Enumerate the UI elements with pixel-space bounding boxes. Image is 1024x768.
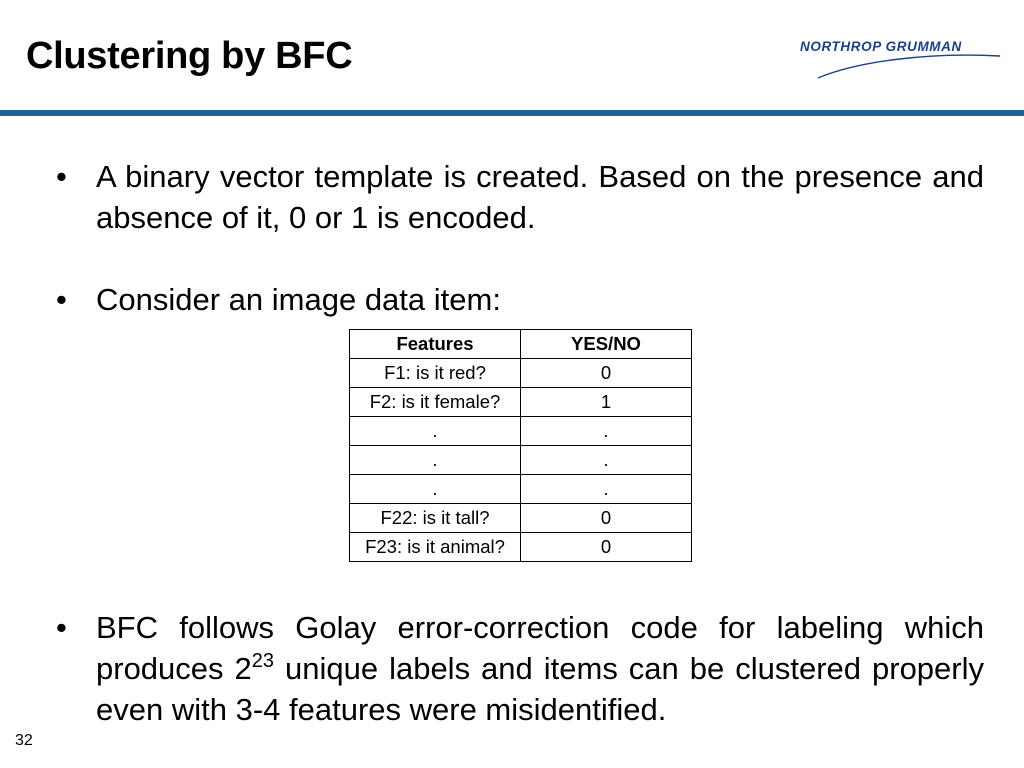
exponent: 23: [251, 650, 275, 672]
value-cell: .: [521, 446, 692, 475]
table-row: [350, 359, 692, 388]
feature-cell: F22: is it tall?: [350, 504, 521, 533]
table-row: [350, 388, 692, 417]
value-cell: 0: [521, 359, 692, 388]
table-row: [350, 533, 692, 562]
bullet-text-start: BFC follows Golay error-correction code for labeling which produces 2: [96, 610, 984, 686]
northrop-grumman-logo: [796, 36, 1002, 82]
bullet-dot-icon: •: [56, 159, 67, 194]
value-cell: .: [521, 417, 692, 446]
bullet-text-end: unique labels and items can be clustered properly even with 3-4 features were misidentified.: [96, 651, 984, 727]
header-divider: [0, 110, 1024, 116]
bullet-golay-code: [56, 607, 984, 730]
table-header-row: [350, 330, 692, 359]
feature-cell: F1: is it red?: [350, 359, 521, 388]
features-table: [349, 329, 692, 562]
bullet-binary-vector: [56, 156, 984, 238]
bullet-text: A binary vector template is created. Based on the presence and absence of it, 0 or 1 is encoded.: [96, 159, 984, 235]
header-yes-no: YES/NO: [521, 330, 692, 359]
logo-text: NORTHROP GRUMMAN: [800, 39, 962, 54]
value-cell: 0: [521, 504, 692, 533]
feature-cell: F2: is it female?: [350, 388, 521, 417]
feature-cell: .: [350, 475, 521, 504]
bullet-dot-icon: •: [56, 610, 67, 645]
table-row: [350, 446, 692, 475]
bullet-text: [96, 607, 984, 730]
table-row: [350, 417, 692, 446]
value-cell: .: [521, 475, 692, 504]
value-cell: 0: [521, 533, 692, 562]
table-row: [350, 475, 692, 504]
feature-cell: .: [350, 417, 521, 446]
value-cell: 1: [521, 388, 692, 417]
page-number: 32: [15, 732, 33, 749]
feature-cell: F23: is it animal?: [350, 533, 521, 562]
feature-cell: .: [350, 446, 521, 475]
table-row: [350, 504, 692, 533]
header-features: Features: [350, 330, 521, 359]
bullet-image-data: [56, 279, 984, 320]
bullet-dot-icon: •: [56, 282, 67, 317]
bullet-text: Consider an image data item:: [96, 282, 501, 317]
slide-title: Clustering by BFC: [26, 35, 353, 77]
